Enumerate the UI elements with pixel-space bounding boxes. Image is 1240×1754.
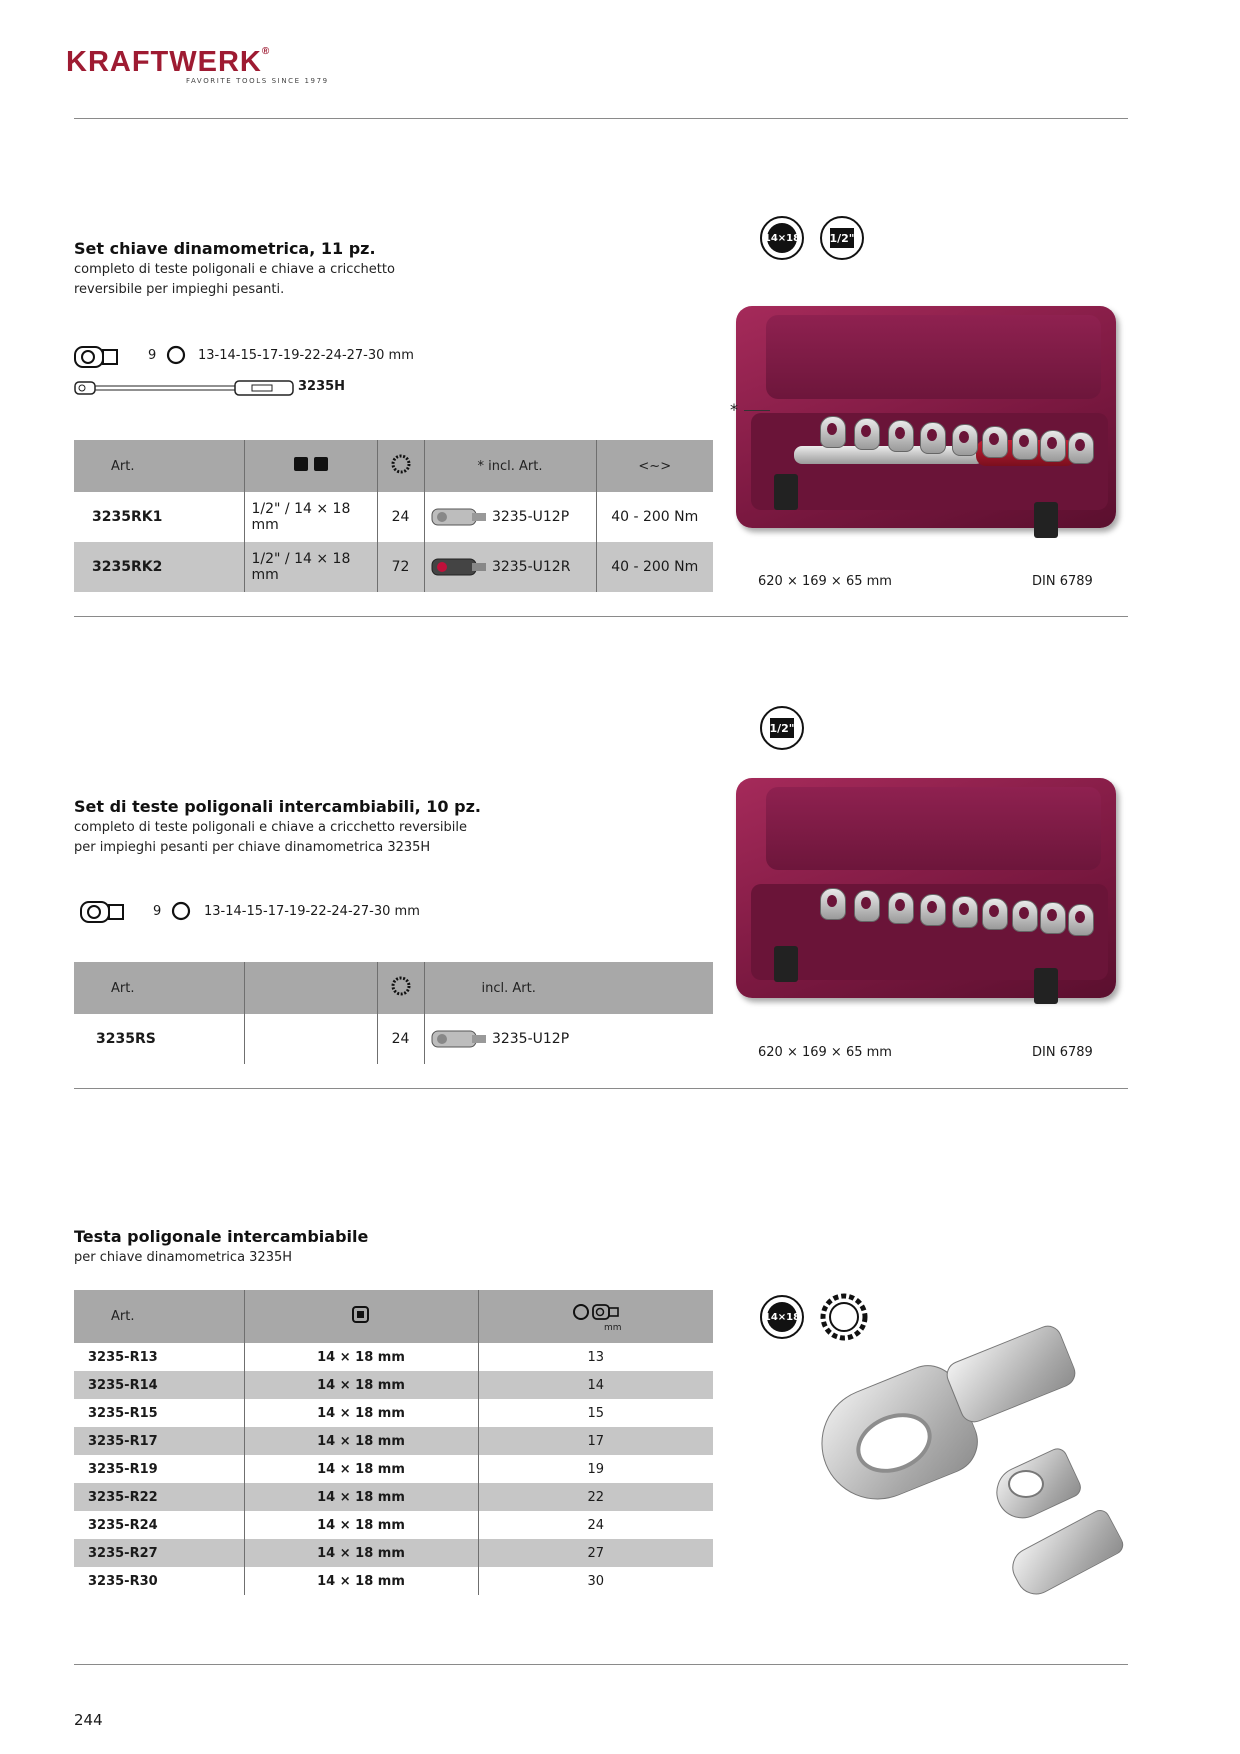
section3-title: Testa poligonale intercambiabile [74, 1227, 369, 1246]
size-cell: 22 [478, 1483, 713, 1511]
size-cell: 30 [478, 1567, 713, 1595]
drive-size-label: 14×18 [767, 1302, 797, 1332]
table-row [74, 1371, 713, 1399]
col-teeth [377, 440, 424, 492]
art-cell: 3235RS [96, 1031, 156, 1047]
square-drive-label: 1/2" [770, 718, 794, 738]
drive-cell: 1/2" / 14 × 18 mm [244, 492, 377, 542]
drive-cell: 14 × 18 mm [244, 1427, 478, 1455]
case-dimensions: 620 × 169 × 65 mm [758, 574, 892, 589]
gear-teeth-icon [390, 453, 412, 475]
incl-cell [424, 542, 596, 592]
brand-name: KRAFTWERK [66, 46, 262, 78]
ratchet-head-icon [426, 1025, 488, 1053]
col-art: Art. [74, 962, 244, 1014]
col-size [478, 1290, 713, 1343]
brand-logo [66, 46, 270, 79]
drive-size-label: 14×18 [767, 223, 797, 253]
section2-desc-line2: per impieghi pesanti per chiave dinamometrica 3235H [74, 840, 431, 855]
section2-table [74, 962, 713, 1064]
section1-title: Set chiave dinamometrica, 11 pz. [74, 239, 376, 258]
col-incl: incl. Art. [424, 962, 713, 1014]
ring-head-image [800, 1320, 1130, 1620]
square-drive-icon [292, 455, 330, 473]
range-cell: 40 - 200 Nm [596, 492, 713, 542]
teeth-cell: 24 [377, 1014, 424, 1064]
gear-teeth-icon [390, 975, 412, 997]
teeth-cell: 72 [377, 542, 424, 592]
table-row [74, 1511, 713, 1539]
registered-mark: ® [261, 46, 271, 57]
range-cell: 40 - 200 Nm [596, 542, 713, 592]
square-drive-label: 1/2" [830, 228, 854, 248]
section-divider [74, 1664, 1128, 1665]
art-cell: 3235-R19 [88, 1461, 158, 1477]
art-cell: 3235-R27 [74, 1539, 244, 1567]
section-divider [74, 1088, 1128, 1089]
asterisk-mark: * [730, 400, 738, 419]
drive-cell: 14 × 18 mm [244, 1343, 478, 1371]
col-drive [244, 440, 377, 492]
col-art: Art. [74, 1290, 244, 1343]
torque-wrench-icon [74, 377, 296, 399]
section1-desc-line2: reversibile per impieghi pesanti. [74, 282, 285, 297]
drive-cell: 14 × 18 mm [244, 1567, 478, 1595]
ring-wrench-head-icon [74, 344, 120, 370]
blank-cell [244, 1014, 377, 1064]
art-cell: 3235-R14 [74, 1371, 244, 1399]
size-cell: 24 [478, 1511, 713, 1539]
din-standard: DIN 6789 [1032, 574, 1093, 589]
size-unit: mm [603, 1322, 622, 1333]
incl-code: 3235-U12R [491, 559, 571, 575]
table-row [74, 1427, 713, 1455]
section3-description: per chiave dinamometrica 3235H [74, 1250, 293, 1265]
header-divider [74, 118, 1128, 119]
col-drive [244, 1290, 478, 1343]
table-row [74, 1567, 713, 1595]
drive-cell: 14 × 18 mm [244, 1371, 478, 1399]
drive-cell: 14 × 18 mm [244, 1511, 478, 1539]
drive-size-badge [760, 1295, 804, 1339]
wrench-code: 3235H [298, 379, 346, 394]
table-row [74, 542, 713, 592]
din-standard: DIN 6789 [1032, 1045, 1093, 1060]
incl-code: 3235-U12P [491, 1031, 570, 1047]
square-drive-badge [760, 706, 804, 750]
spec-count: 9 [153, 904, 162, 919]
section2-title: Set di teste poligonali intercambiabili, 10 pz. [74, 797, 481, 816]
art-cell: 3235-R15 [88, 1405, 158, 1421]
size-cell: 15 [478, 1399, 713, 1427]
art-cell: 3235-R17 [74, 1427, 244, 1455]
drive-cell: 14 × 18 mm [244, 1455, 478, 1483]
size-cell: 14 [478, 1371, 713, 1399]
col-art: Art. [74, 440, 244, 492]
asterisk-leader [744, 410, 770, 411]
page-number: 244 [74, 1711, 103, 1729]
section2-description [74, 818, 467, 858]
brand-tagline: FAVORITE TOOLS SINCE 1979 [186, 77, 329, 85]
col-blank [244, 962, 377, 1014]
teeth-cell: 24 [377, 492, 424, 542]
drive-size-badge [760, 216, 804, 260]
square-drive-badge [820, 216, 864, 260]
col-incl: * incl. Art. [424, 440, 596, 492]
table-row [74, 1399, 713, 1427]
spec-count: 9 [148, 348, 157, 363]
ring-wrench-head-icon [80, 899, 126, 925]
art-cell: 3235-R24 [88, 1517, 158, 1533]
section1-table [74, 440, 713, 592]
table-row [74, 1455, 713, 1483]
ring-wrench-size-icon [571, 1301, 621, 1323]
section1-description [74, 260, 395, 300]
art-cell: 3235RK2 [74, 542, 244, 592]
incl-cell [424, 492, 596, 542]
ring-head-set-case-image [736, 778, 1116, 998]
size-cell: 17 [478, 1427, 713, 1455]
col-range: <~> [596, 440, 713, 492]
col-teeth [377, 962, 424, 1014]
drive-cell: 14 × 18 mm [244, 1539, 478, 1567]
art-cell: 3235RK1 [92, 509, 163, 525]
section3-table [74, 1290, 713, 1595]
table-row [74, 1014, 713, 1064]
case-dimensions: 620 × 169 × 65 mm [758, 1045, 892, 1060]
art-cell: 3235-R22 [74, 1483, 244, 1511]
table-row [74, 492, 713, 542]
size-cell: 27 [478, 1539, 713, 1567]
art-cell: 3235-R13 [88, 1349, 158, 1365]
drive-cell: 14 × 18 mm [244, 1399, 478, 1427]
spec-sizes: 13-14-15-17-19-22-24-27-30 mm [198, 348, 414, 363]
spec-sizes: 13-14-15-17-19-22-24-27-30 mm [204, 904, 420, 919]
torque-set-case-image [736, 306, 1116, 528]
size-cell: 13 [478, 1343, 713, 1371]
incl-code: 3235-U12P [491, 509, 570, 525]
table-row [74, 1483, 713, 1511]
drive-cell: 1/2" / 14 × 18 mm [244, 542, 377, 592]
ratchet-head-icon [426, 503, 488, 531]
section2-desc-line1: completo di teste poligonali e chiave a cricchetto reversibile [74, 820, 467, 835]
incl-cell [424, 1014, 713, 1064]
table-row [74, 1343, 713, 1371]
ring-profile-icon [166, 345, 186, 365]
ratchet-head-icon [426, 553, 488, 581]
section1-desc-line1: completo di teste poligonali e chiave a cricchetto [74, 262, 395, 277]
ring-profile-icon [171, 901, 191, 921]
square-drive-icon [351, 1305, 371, 1325]
drive-cell: 14 × 18 mm [244, 1483, 478, 1511]
table-row [74, 1539, 713, 1567]
size-cell: 19 [478, 1455, 713, 1483]
art-cell: 3235-R30 [88, 1573, 158, 1589]
section-divider [74, 616, 1128, 617]
